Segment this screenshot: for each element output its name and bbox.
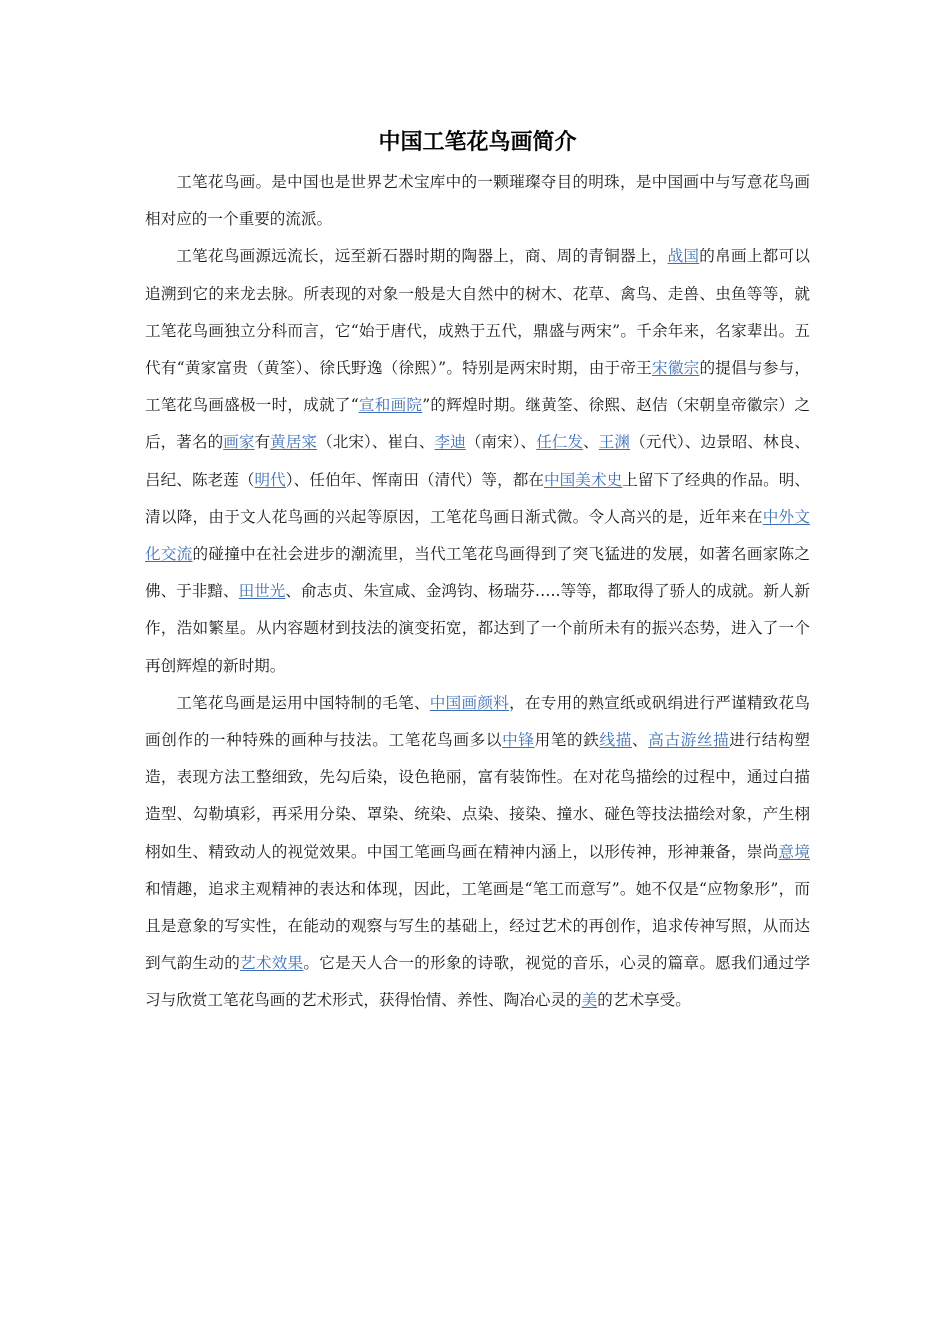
link-yishu-xiaoguo[interactable]: 艺术效果 <box>240 954 304 973</box>
link-xuanhe-huayuan[interactable]: 宣和画院 <box>358 396 423 415</box>
link-mei[interactable]: 美 <box>581 991 598 1010</box>
paragraph-text: 的艺术享受。 <box>597 991 691 1010</box>
link-mingdai[interactable]: 明代 <box>254 470 286 489</box>
link-xianmiao[interactable]: 线描 <box>599 731 632 750</box>
paragraph-text: （元代）、边景昭、林良、吕纪、陈老莲（ <box>145 433 810 489</box>
paragraph-2 <box>145 238 810 684</box>
document-body <box>145 122 810 1020</box>
link-tian-shiguang[interactable]: 田世光 <box>238 582 286 601</box>
paragraph-text: 。它是天人合一的形象的诗歌，视觉的音乐，心灵的篇章。愿我们通过学习与欣赏工笔花鸟画的艺术形式，获得怡情、养性、陶冶心灵的 <box>145 954 810 1010</box>
link-zhongguo-meishushi[interactable]: 中国美术史 <box>544 470 623 489</box>
paragraph-text: 工笔花鸟画源远流长，远至新石器时期的陶器上，商、周的青铜器上， <box>176 247 668 266</box>
link-yijing[interactable]: 意境 <box>778 842 810 861</box>
paragraph-text: 有 <box>254 433 271 452</box>
paragraph-text: （北宋）、崔白、 <box>317 433 435 452</box>
link-wang-yuan[interactable]: 王渊 <box>598 433 631 452</box>
paragraph-text: 和情趣，追求主观精神的表达和体现，因此，工笔画是“笔工而意写”。她不仅是“应物象形”，而且是意象的写实性，在能动的观察与写生的基础上，经过艺术的再创作，追求传神写照，从而达到气韵生动的 <box>145 879 810 973</box>
paragraph-text: 的提倡与参与，工笔花鸟画盛极一时，成就了“ <box>145 359 810 415</box>
link-li-di[interactable]: 李迪 <box>434 433 466 452</box>
paragraph-text: ）、任伯年、恽南田（清代）等，都在 <box>285 470 545 489</box>
link-zhanguo[interactable]: 战国 <box>667 247 700 266</box>
link-gaogu-yousimiao[interactable]: 高古游丝描 <box>648 731 730 750</box>
paragraph-text: ”的辉煌时期。继黄筌、徐熙、赵佶（宋朝皇帝徽宗）之后，著名的 <box>145 396 810 452</box>
link-zhongfeng[interactable]: 中锋 <box>502 731 535 750</box>
link-huajia[interactable]: 画家 <box>223 433 255 452</box>
paragraph-text: 工笔花鸟画是运用中国特制的毛笔、 <box>176 693 430 712</box>
paragraph-text: 的碰撞中在社会进步的潮流里，当代工笔花鸟画得到了突飞猛进的发展，如著名画家陈之佛、于非黯、 <box>145 545 810 601</box>
paragraph-text: 工笔花鸟画。是中国也是世界艺术宝库中的一颗璀璨夺目的明珠，是中国画中与写意花鸟画相对应的一个重要的流派。 <box>145 173 810 229</box>
paragraph-text: 、 <box>583 433 599 452</box>
paragraph-list <box>145 164 810 1020</box>
link-zhongwai-wenhua-jiaoliu[interactable]: 中外文化交流 <box>145 507 810 564</box>
link-ren-renfa[interactable]: 任仁发 <box>536 433 584 452</box>
paragraph-text: 用笔的鉄 <box>534 731 600 750</box>
paragraph-text: 、 <box>632 731 649 750</box>
paragraph-1 <box>145 164 810 238</box>
paragraph-text: 、俞志贞、朱宣咸、金鸿钧、杨瑞芬…..等等，都取得了骄人的成就。新人新作，浩如繁星。从内容题材到技法的演变拓宽，都达到了一个前所未有的振兴态势，进入了一个再创辉煌的新时期。 <box>145 582 810 675</box>
document-title: 中国工笔花鸟画简介 <box>378 129 577 155</box>
paragraph-3 <box>145 685 810 1020</box>
link-song-huizong[interactable]: 宋徽宗 <box>652 359 700 378</box>
paragraph-text: ，在专用的熟宣纸或矾绢进行严谨精致花鸟画创作的一种特殊的画种与技法。工笔花鸟画多以 <box>145 693 810 750</box>
paragraph-text: 进行结构塑造，表现方法工整细致，先勾后染，设色艳丽，富有装饰性。在对花鸟描绘的过程中，通过白描造型、勾勒填彩，再采用分染、罩染、统染、点染、接染、撞水、碰色等技法描绘对象，产生栩栩如生、精致动人的视觉效果。中国工笔画鸟画在精神内涵上，以形传神，形神兼备，崇尚 <box>145 731 810 861</box>
paragraph-text: 的帛画上都可以追溯到它的来龙去脉。所表现的对象一般是大自然中的树木、花草、禽鸟、走兽、虫鱼等等，就工笔花鸟画独立分科而言，它“始于唐代，成熟于五代，鼎盛与两宋”。千余年来，名家辈出。五代有“黄家富贵（黄筌）、徐氏野逸（徐熙）”。特别是两宋时期，由于帝王 <box>145 247 810 378</box>
paragraph-text: （南宋）、 <box>465 433 537 452</box>
link-huang-jucai[interactable]: 黄居寀 <box>270 433 318 452</box>
link-zhongguohua-yanliao[interactable]: 中国画颜料 <box>429 693 510 712</box>
paragraph-text: 上留下了经典的作品。明、清以降，由于文人花鸟画的兴起等原因，工笔花鸟画日渐式微。令人高兴的是，近年来在 <box>145 470 810 526</box>
